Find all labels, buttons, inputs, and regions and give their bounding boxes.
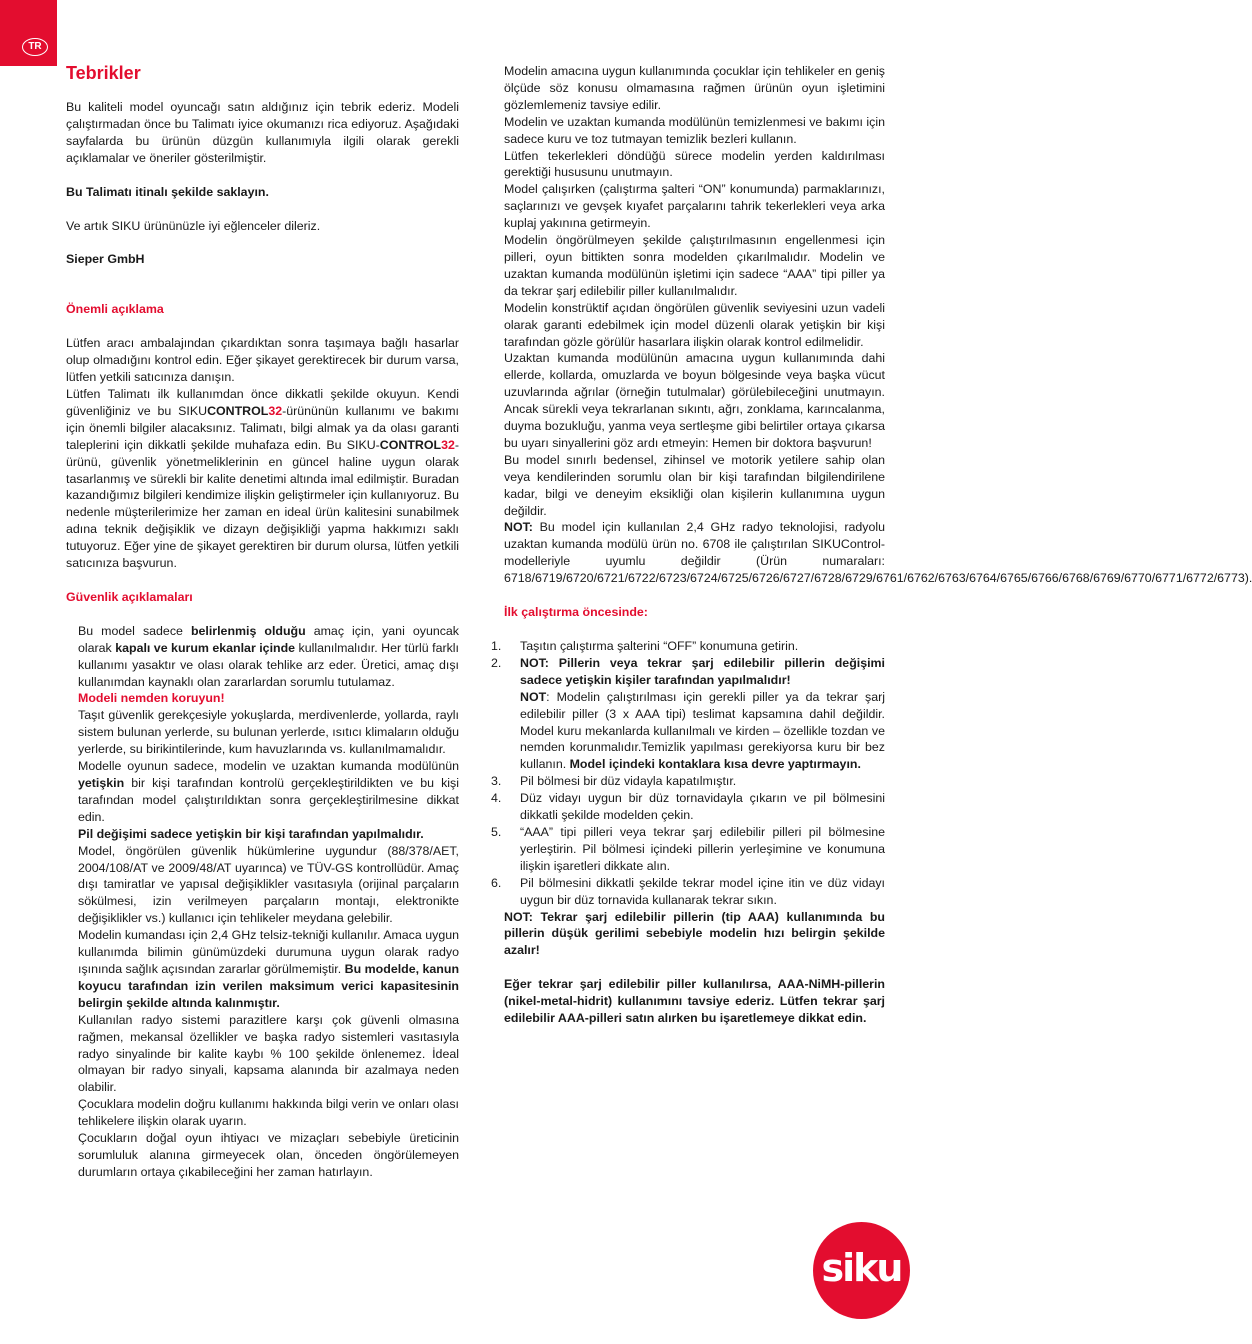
safety-paragraph-2: Taşıt güvenlik gerekçesiyle yokuşlarda, merdivenlerde, yollarda, raylı sistem bulunan yerlerde, su bulunan yerlerde, ısıtıcı klimaların olduğu yerlerde, su birikintilerinde, kum havuzlarında vs. kullanılmamalıdır. (78, 708, 459, 757)
page-title: Tebrikler (66, 63, 141, 83)
right-paragraph-8: Bu model sınırlı bedensel, zihinsel ve motorik yetilere sahip olan veya kendilerinden sorumlu olan bir kişi tarafından bilgilendirilene kadar, bilgi ve deneyim eksikliği olan kişilerin kullanımına uygun değildir. (504, 452, 885, 518)
right-column (491, 63, 1252, 1027)
right-paragraph-5: Modelin öngörülmeyen şekilde çalıştırılmasının engellenmesi için pilleri, oyun bittikten sonra modelden çıkarılmalıdır. Modelin ve uzaktan kumanda modülünün işletimi için sadece “AAA” tipi piller ya da tekrar şarj edilebilir piller kullanılmalıdır. (504, 233, 885, 298)
step-1: 1. Taşıtın çalıştırma şalterini “OFF” konumuna getirin. (491, 639, 799, 653)
safety-heading: Güvenlik açıklamaları (66, 589, 193, 604)
right-paragraph-2: Modelin ve uzaktan kumanda modülünün temizlenmesi ve bakımı için sadece kuru ve toz tutmayan temizlik bezleri kullanın. (504, 114, 885, 146)
step-3: 3. Pil bölmesi bir düz vidayla kapatılmıştır. (491, 774, 737, 789)
enjoy-text: Ve artık SIKU ürününüzle iyi eğlenceler dileriz. (66, 218, 321, 233)
right-paragraph-6: Modelin konstrüktif açıdan öngörülen güvenlik seviyesini uzun vadeli olarak garanti edebilmek için model düzenli olarak yetişkin bir kişi tarafından gözle görülür hasarlara ilişkin olarak kontrol edilmelidir. (504, 300, 885, 349)
protect-heading: Modeli nemden koruyun! (78, 691, 225, 706)
right-paragraph-9: NOT: Bu model için kullanılan 2,4 GHz radyo teknolojisi, radyolu uzaktan kumanda modülü ürün no. 6708 ile çalıştırılan SIKUControl-modelleriyle uyumlu değildir (Ürün numaraları: 6718/6719/6720/6721/6722/6723/6724/6725/6726/6727/6728/6729/6761/6762/6763/6764/6765/6766/6768/6769/6770/6771/6772/6773). (504, 520, 1252, 586)
nimh-note: Eğer tekrar şarj edilebilir piller kullanılırsa, AAA-NiMH-pillerin (nikel-metal-hidrit) kullanımını tavsiye ederiz. Lütfen tekrar şarj edilebilir AAA-pilleri satın alırken bu işaretlemeye dikkat edin. (504, 977, 885, 1026)
brand-control: CONTROL (207, 403, 269, 418)
intro-paragraph: Bu kaliteli model oyuncağı satın aldığınız için tebrik ederiz. Modeli çalıştırmadan önce bu Talimatı iyice okumanızı rica ediyoruz. Aşağıdaki sayfalarda bu ürünün düzgün kullanımıyla ilgili olarak gerekli açıklamalar ve öneriler gösterilmiştir. (66, 100, 459, 165)
brand-32-2: 32 (441, 437, 455, 452)
safety-paragraph-1: Bu model sadece belirlenmiş olduğu amaç için, yani oyuncak olarak kapalı ve kurum ekanlar içinde kullanılmalıdır. Her türlü farklı kullanımı yasaktır ve olası olarak tehlike arz eder. Üretici, amaç dışı kullanımdan kaynaklı olan zararlardan sorumlu tutulamaz. (78, 623, 460, 689)
safety-block (66, 623, 459, 1181)
brand-control-2: CONTROL (379, 437, 442, 452)
company-name: Sieper GmbH (66, 252, 145, 267)
right-paragraph-1: Modelin amacına uygun kullanımında çocuklar için tehlikeler en geniş ölçüde söz konusu olmamasına rağmen ürünün oyun işletimini gözlemlemeniz tavsiye edilir. (504, 64, 885, 112)
important-heading: Önemli açıklama (66, 302, 164, 317)
low-voltage-note: NOT: Tekrar şarj edilebilir pillerin (tip AAA) kullanımında bu pillerin düşük gerilimi sebebiyle modelin hızı belirgin şekilde azalır! (504, 909, 885, 958)
left-column (66, 62, 459, 1181)
first-use-heading: İlk çalıştırma öncesinde: (504, 605, 648, 620)
right-paragraph-7: Uzaktan kumanda modülünün amacına uygun kullanımında dahi ellerde, kollarda, omuzlarda ve boyun bölgesinde veya başka vücut uzuvlarında ağrılar (örneğin tutulmalar) görülebileceğini unutmayın. Ancak sürekli veya tekrarlanan sıkıntı, ağrı, zonklama, karıncalanma, duyma bozukluğu, yanma veya sertleşme gibi belirtiler ortaya çıkarsa bu uyarı sinyallerini göz ardı etmeyin: Hemen bir doktora başvurun! (504, 351, 885, 450)
right-paragraph-3: Lütfen tekerlekleri döndüğü sürece modelin yerden kaldırılması gerektiği hususunu unutmayın. (504, 148, 885, 180)
safety-paragraph-6: Kullanılan radyo sistemi parazitlere karşı çok güvenli olmasına rağmen, mekansal özellikler ve başka radyo sistemleri vasıtasıyla radyo sinyalinde bir kalite kaybı % 100 şekilde önlenemez. İdeal olmayan bir radyo sinyali, kapsama alanında bir azalmaya neden olabilir. (78, 1012, 459, 1095)
battery-heading: Pil değişimi sadece yetişkin bir kişi tarafından yapılmalıdır. (78, 826, 424, 841)
step-5: 5. “AAA” tipi pilleri veya tekrar şarj edilebilir pilleri pil bölmesine yerleştirin. Pil bölmesi içindeki pillerin yerleşimine ve konumuna ilişkin işaretleri dikkate alın. (491, 824, 885, 873)
first-use-steps (491, 638, 885, 909)
right-paragraph-4: Model çalışırken (çalıştırma şalteri “ON” konumunda) parmaklarınızı, saçlarınızı ve gevşek kıyafet parçalarını tahrik tekerlekleri veya arka kuplaj yakınına getirmeyin. (504, 182, 885, 231)
step-4: 4. Düz vidayı uygun bir düz tornavidayla çıkarın ve pil bölmesini dikkatli şekilde modelden çekin. (491, 791, 885, 823)
safety-paragraph-5: Modelin kumandası için 2,4 GHz telsiz-tekniği kullanılır. Amaca uygun kullanımda bilimin günümüzdeki durumuna uygun olarak radyo ışınında sağlık açısından zararlar görülmemiştir. Bu modelde, kanun koyucu tarafından izin verilen maksimum verici kapasitesinin belirgin şekilde altında kalınmıştır. (78, 928, 460, 1010)
safety-paragraph-3: Modelle oyunun sadece, modelin ve uzaktan kumanda modülünün yetişkin bir kişi tarafından kontrolü gerçekleştirildikten ve bu kişi tarafından model çalıştırıldıktan sonra gerçekleştirilmesine dikkat edin. (78, 759, 459, 824)
siku-logo: siku (813, 1222, 910, 1319)
keep-instructions: Bu Talimatı itinalı şekilde saklayın. (66, 184, 269, 199)
important-paragraph-1: Lütfen aracı ambalajından çıkardıktan sonra taşımaya bağlı hasarlar olup olmadığını kontrol edin. Eğer şikayet gerektirecek bir durum varsa, lütfen yetkili satıcınıza danışın. (66, 336, 459, 385)
important-paragraph-2: Lütfen Talimatı ilk kullanımdan önce dikkatli şekilde okuyun. Kendi güvenliğiniz ve bu SIKUCONTROL32-ürününün kullanımı ve bakımı için önemli bilgiler alacaksınız. Talimatı, bilgi almak ya da olası garanti taleplerini için dikkatli şekilde muhafaza edin. Bu SIKU-CONTROL32-ürünü, güvenlik yönetmeliklerinin en güncel haline uygun olarak tasarlanmış ve sürekli bir kalite denetimi altında imal edilmiştir. Buradan kazandığımız bilgileri kendimize ilişkin geliştirmeler için kullanıyoruz. Bu nedenle müşterilerimize her zaman en ideal ürün kalitesini sunabilmek adına teknik değişiklik ve dizayn değişikliği yapma hakkımızı saklı tutuyoruz. Eğer yine de şikayet gerektiren bir durum olursa, lütfen yetkili satıcınıza başvurun. (66, 386, 459, 571)
corner-red-bar (0, 0, 57, 66)
step-6: 6. Pil bölmesini dikkatli şekilde tekrar model içine itin ve düz vidayı uygun bir düz tornavida kullanarak tekrar sıkın. (491, 875, 885, 907)
safety-paragraph-7: Çocuklara modelin doğru kullanımı hakkında bilgi verin ve onları olası tehlikelere ilişkin olarak uyarın. (78, 1097, 459, 1129)
safety-paragraph-8: Çocukların doğal oyun ihtiyacı ve mizaçları sebebiyle üreticinin sorumluluk alanına girmeyecek olan, önceden öngörülemeyen durumların ortaya çıkabileceğini her zaman hatırlayın. (78, 1131, 459, 1179)
language-badge: TR (22, 38, 48, 56)
safety-paragraph-4: Model, öngörülen güvenlik hükümlerine uygundur (88/378/AET, 2004/108/AT ve 2009/48/AT uyarınca) ve TÜV-GS kontrollüdür. Amaç dışı tamiratlar ve yapısal değişiklikler vasıtasıyla (orijinal parçaların sökülmesi, izin verilmeyen parçaların montajı, elektronikte değişiklikler vs.) kullanıcı için tehlikeler meydana gelebilir. (78, 843, 459, 926)
step-2: 2. NOT: Pillerin veya tekrar şarj edilebilir pillerin değişimi sadece yetişkin kişiler tarafından yapılmalıdır! NOT: Modelin çalıştırılması için gerekli piller ya da tekrar şarj edilebilir piller (3 x AAA tipi) teslimat kapsamına dahil değildir. Model kuru mekanlarda kullanılmalı ve kirden – özellikle tozdan ve nemden korunmalıdır.Temizlik yapılması gerekiyorsa kuru bir bez kullanın. Model içindeki kontaklara kısa devre yaptırmayın. (491, 655, 885, 772)
brand-32: 32 (268, 403, 283, 418)
